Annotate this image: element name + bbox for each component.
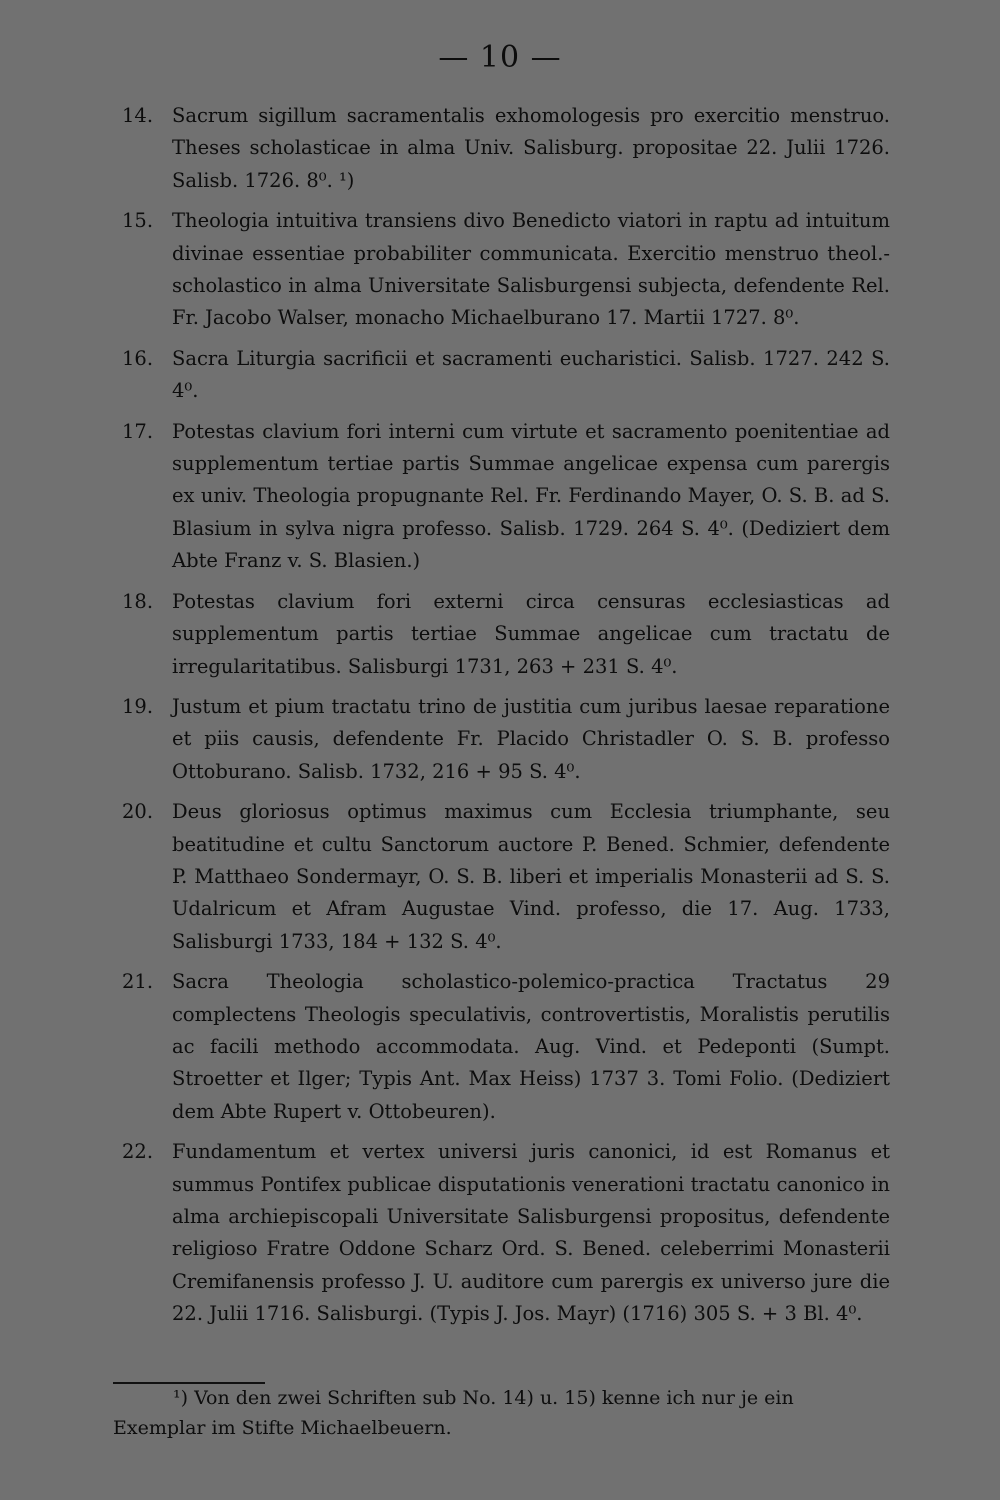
entry-text: Justum et pium tractatu trino de justitia cum juribus laesae reparatione et piis causis, defendente Fr. Placido Christadler O. S. B. professo Ottoburano. Salisb. 1732, 216 + 95 S. 4⁰.	[172, 694, 890, 783]
list-item	[122, 343, 890, 408]
entry-number: 19.	[122, 694, 154, 718]
list-item	[122, 100, 890, 197]
list-item	[122, 966, 890, 1128]
list-item	[122, 796, 890, 958]
entry-list	[122, 100, 890, 1339]
entry-text: Sacra Liturgia sacrificii et sacramenti eucharistici. Salisb. 1727. 242 S. 4⁰.	[172, 346, 890, 403]
footnote-text: ¹) Von den zwei Schriften sub No. 14) u. 15) kenne ich nur je ein Exemplar im Stifte Michaelbeuern.	[113, 1387, 794, 1439]
entry-text: Fundamentum et vertex universi juris canonici, id est Romanus et summus Pontifex publicae disputationis venerationi tractatu canonico in alma archiepiscopali Universitate Salisburgensi propositus, defendente religioso Fratre Oddone Scharz Ord. S. Bened. celeberrimi Monasterii Cremifanensis professo J. U. auditore cum parergis ex universo jure die 22. Julii 1716. Salisburgi. (Typis J. Jos. Mayr) (1716) 305 S. + 3 Bl. 4⁰.	[172, 1140, 890, 1326]
list-item	[122, 205, 890, 335]
list-item	[122, 1136, 890, 1330]
footnote	[113, 1383, 888, 1443]
entry-number: 15.	[122, 209, 154, 233]
entry-text: Potestas clavium fori externi circa censuras ecclesiasticas ad supplementum partis tertiae Summae angelicae cum tractatu de irregularitatibus. Salisburgi 1731, 263 + 231 S. 4⁰.	[172, 589, 890, 678]
entry-text: Potestas clavium fori interni cum virtute et sacramento poenitentiae ad supplementum tertiae partis Summae angelicae expensa cum parergis ex univ. Theologia propugnante Rel. Fr. Ferdinando Mayer, O. S. B. ad S. Blasium in sylva nigra professo. Salisb. 1729. 264 S. 4⁰. (Dediziert dem Abte Franz v. S. Blasien.)	[172, 419, 890, 573]
entry-number: 18.	[122, 589, 154, 613]
entry-number: 16.	[122, 346, 154, 370]
entry-number: 21.	[122, 970, 154, 994]
entry-number: 17.	[122, 419, 154, 443]
entry-number: 22.	[122, 1140, 154, 1164]
entry-text: Theologia intuitiva transiens divo Benedicto viatori in raptu ad intuitum divinae essentiae probabiliter communicata. Exercitio menstruo theol.-scholastico in alma Universitate Salisburgensi subjecta, defendente Rel. Fr. Jacobo Walser, monacho Michaelburano 17. Martii 1727. 8⁰.	[172, 209, 890, 330]
entry-number: 14.	[122, 104, 154, 127]
entry-text: Sacra Theologia scholastico-polemico-practica Tractatus 29 complectens Theologis speculativis, controvertistis, Moralistis perutilis ac facili methodo accommodata. Aug. Vind. et Pedeponti (Sumpt. Stroetter et Ilger; Typis Ant. Max Heiss) 1737 3. Tomi Folio. (Dediziert dem Abte Rupert v. Ottobeuren).	[172, 970, 890, 1123]
list-item	[122, 691, 890, 788]
list-item	[122, 416, 890, 578]
page-number: — 10 —	[438, 40, 562, 75]
entry-text: Sacrum sigillum sacramentalis exhomologesis pro exercitio menstruo. Theses scholasticae in alma Univ. Salisburg. propositae 22. Julii 1726. Salisb. 1726. 8⁰. ¹)	[172, 104, 890, 192]
list-item	[122, 586, 890, 683]
entry-number: 20.	[122, 800, 154, 824]
entry-text: Deus gloriosus optimus maximus cum Ecclesia triumphante, seu beatitudine et cultu Sanctorum auctore P. Bened. Schmier, defendente P. Matthaeo Sondermayr, O. S. B. liberi et imperialis Monasterii ad S. S. Udalricum et Afram Augustae Vind. professo, die 17. Aug. 1733, Salisburgi 1733, 184 + 132 S. 4⁰.	[172, 800, 890, 953]
